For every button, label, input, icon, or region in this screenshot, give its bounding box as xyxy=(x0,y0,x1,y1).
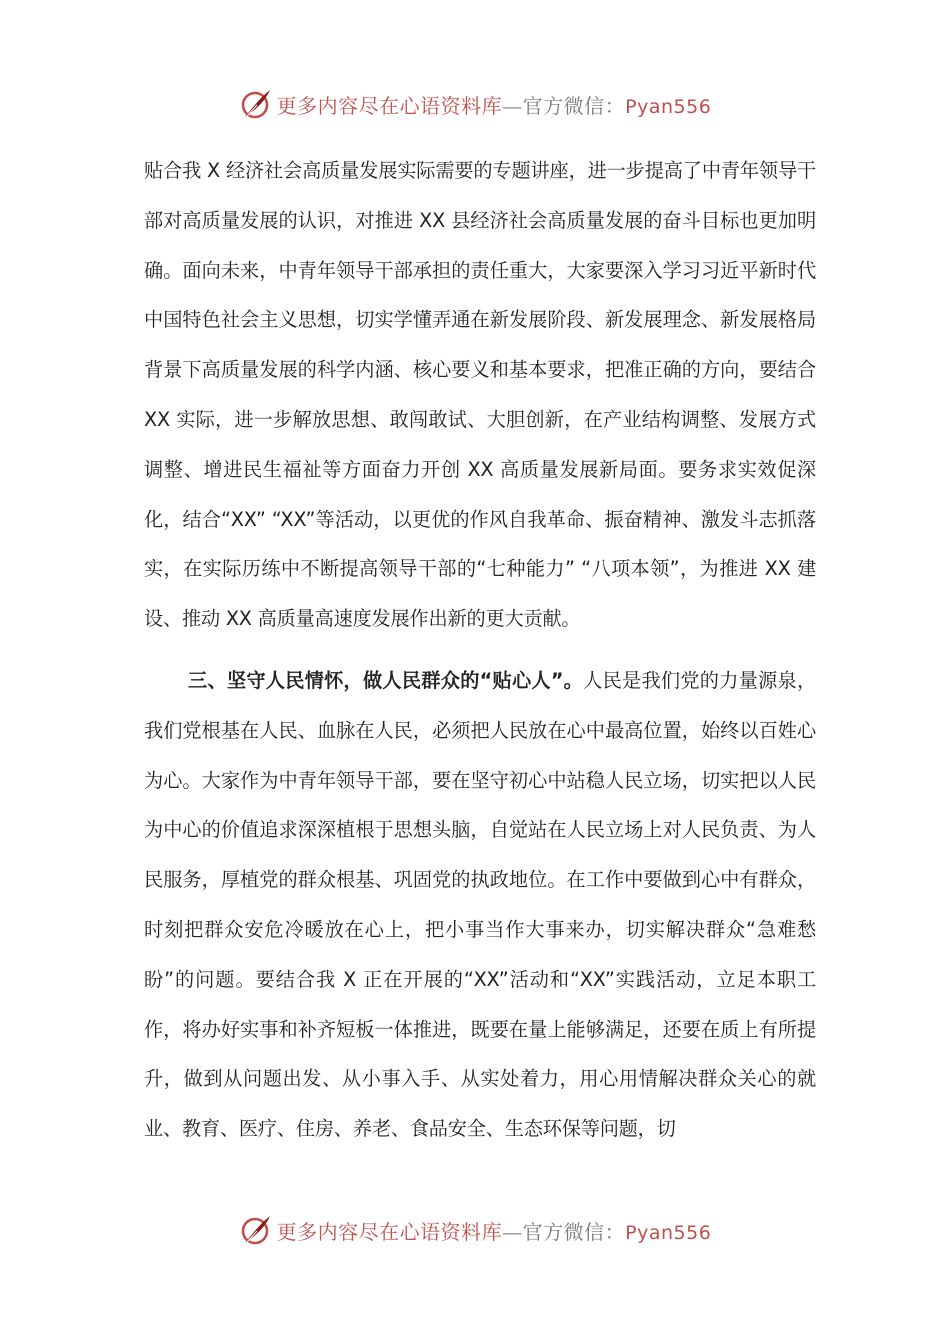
header-banner xyxy=(0,84,950,124)
quill-pen-circle-icon xyxy=(239,1213,273,1247)
document-body xyxy=(144,146,816,1154)
banner-wechat-label: 官方微信： xyxy=(522,93,626,118)
banner-text xyxy=(277,90,712,119)
banner-site-name: 更多内容尽在心语资料库 xyxy=(276,1219,503,1244)
banner-dash: — xyxy=(502,93,523,118)
banner-site-name: 更多内容尽在心语资料库 xyxy=(276,93,503,118)
banner-wechat-id: Pyan556 xyxy=(625,1221,712,1244)
paragraph-2 xyxy=(144,656,816,1154)
banner-text xyxy=(277,1216,712,1245)
banner-wechat-id: Pyan556 xyxy=(625,95,712,118)
section-heading-3: 三、坚守人民情怀，做人民群众的“贴心人”。 xyxy=(188,668,584,692)
paragraph-1: 贴合我 X 经济社会高质量发展实际需要的专题讲座，进一步提高了中青年领导干部对高质量发展的认识，对推进 XX 县经济社会高质量发展的奋斗目标也更加明确。面向未来，中青年领导干部承担的责任重大，大家要深入学习习近平新时代中国特色社会主义思想，切实学懂弄通在新发展阶段、新发展理念、新发展格局背景下高质量发展的科学内涵、核心要义和基本要求，把准正确的方向，要结合 XX 实际，进一步解放思想、敢闯敢试、大胆创新，在产业结构调整、发展方式调整、增进民生福祉等方面奋力开创 XX 高质量发展新局面。要务求实效促深化，结合“XX” “XX”等活动，以更优的作风自我革命、振奋精神、激发斗志抓落实，在实际历练中不断提高领导干部的“七种能力” “八项本领”，为推进 XX 建设、推动 XX 高质量高速度发展作出新的更大贡献。 xyxy=(144,159,817,631)
paragraph-2-body: 人民是我们党的力量源泉，我们党根基在人民、血脉在人民，必须把人民放在心中最高位置，始终以百姓心为心。大家作为中青年领导干部，要在坚守初心中站稳人民立场，切实把以人民为中心的价值追求深深植根于思想头脑，自觉站在人民立场上对人民负责、为人民服务，厚植党的群众根基、巩固党的执政地位。在工作中要做到心中有群众，时刻把群众安危冷暖放在心上，把小事当作大事来办，切实解决群众“急难愁盼”的问题。要结合我 X 正在开展的“XX”活动和“XX”实践活动，立足本职工作，将办好实事和补齐短板一体推进，既要在量上能够满足，还要在质上有所提升，做到从问题出发、从小事入手、从实处着力，用心用情解决群众关心的就业、教育、医疗、住房、养老、食品安全、生态环保等问题，切 xyxy=(144,668,816,1141)
banner-dash: — xyxy=(502,1219,523,1244)
footer-banner xyxy=(0,1210,950,1250)
quill-pen-circle-icon xyxy=(239,87,273,121)
banner-wechat-label: 官方微信： xyxy=(522,1219,626,1244)
